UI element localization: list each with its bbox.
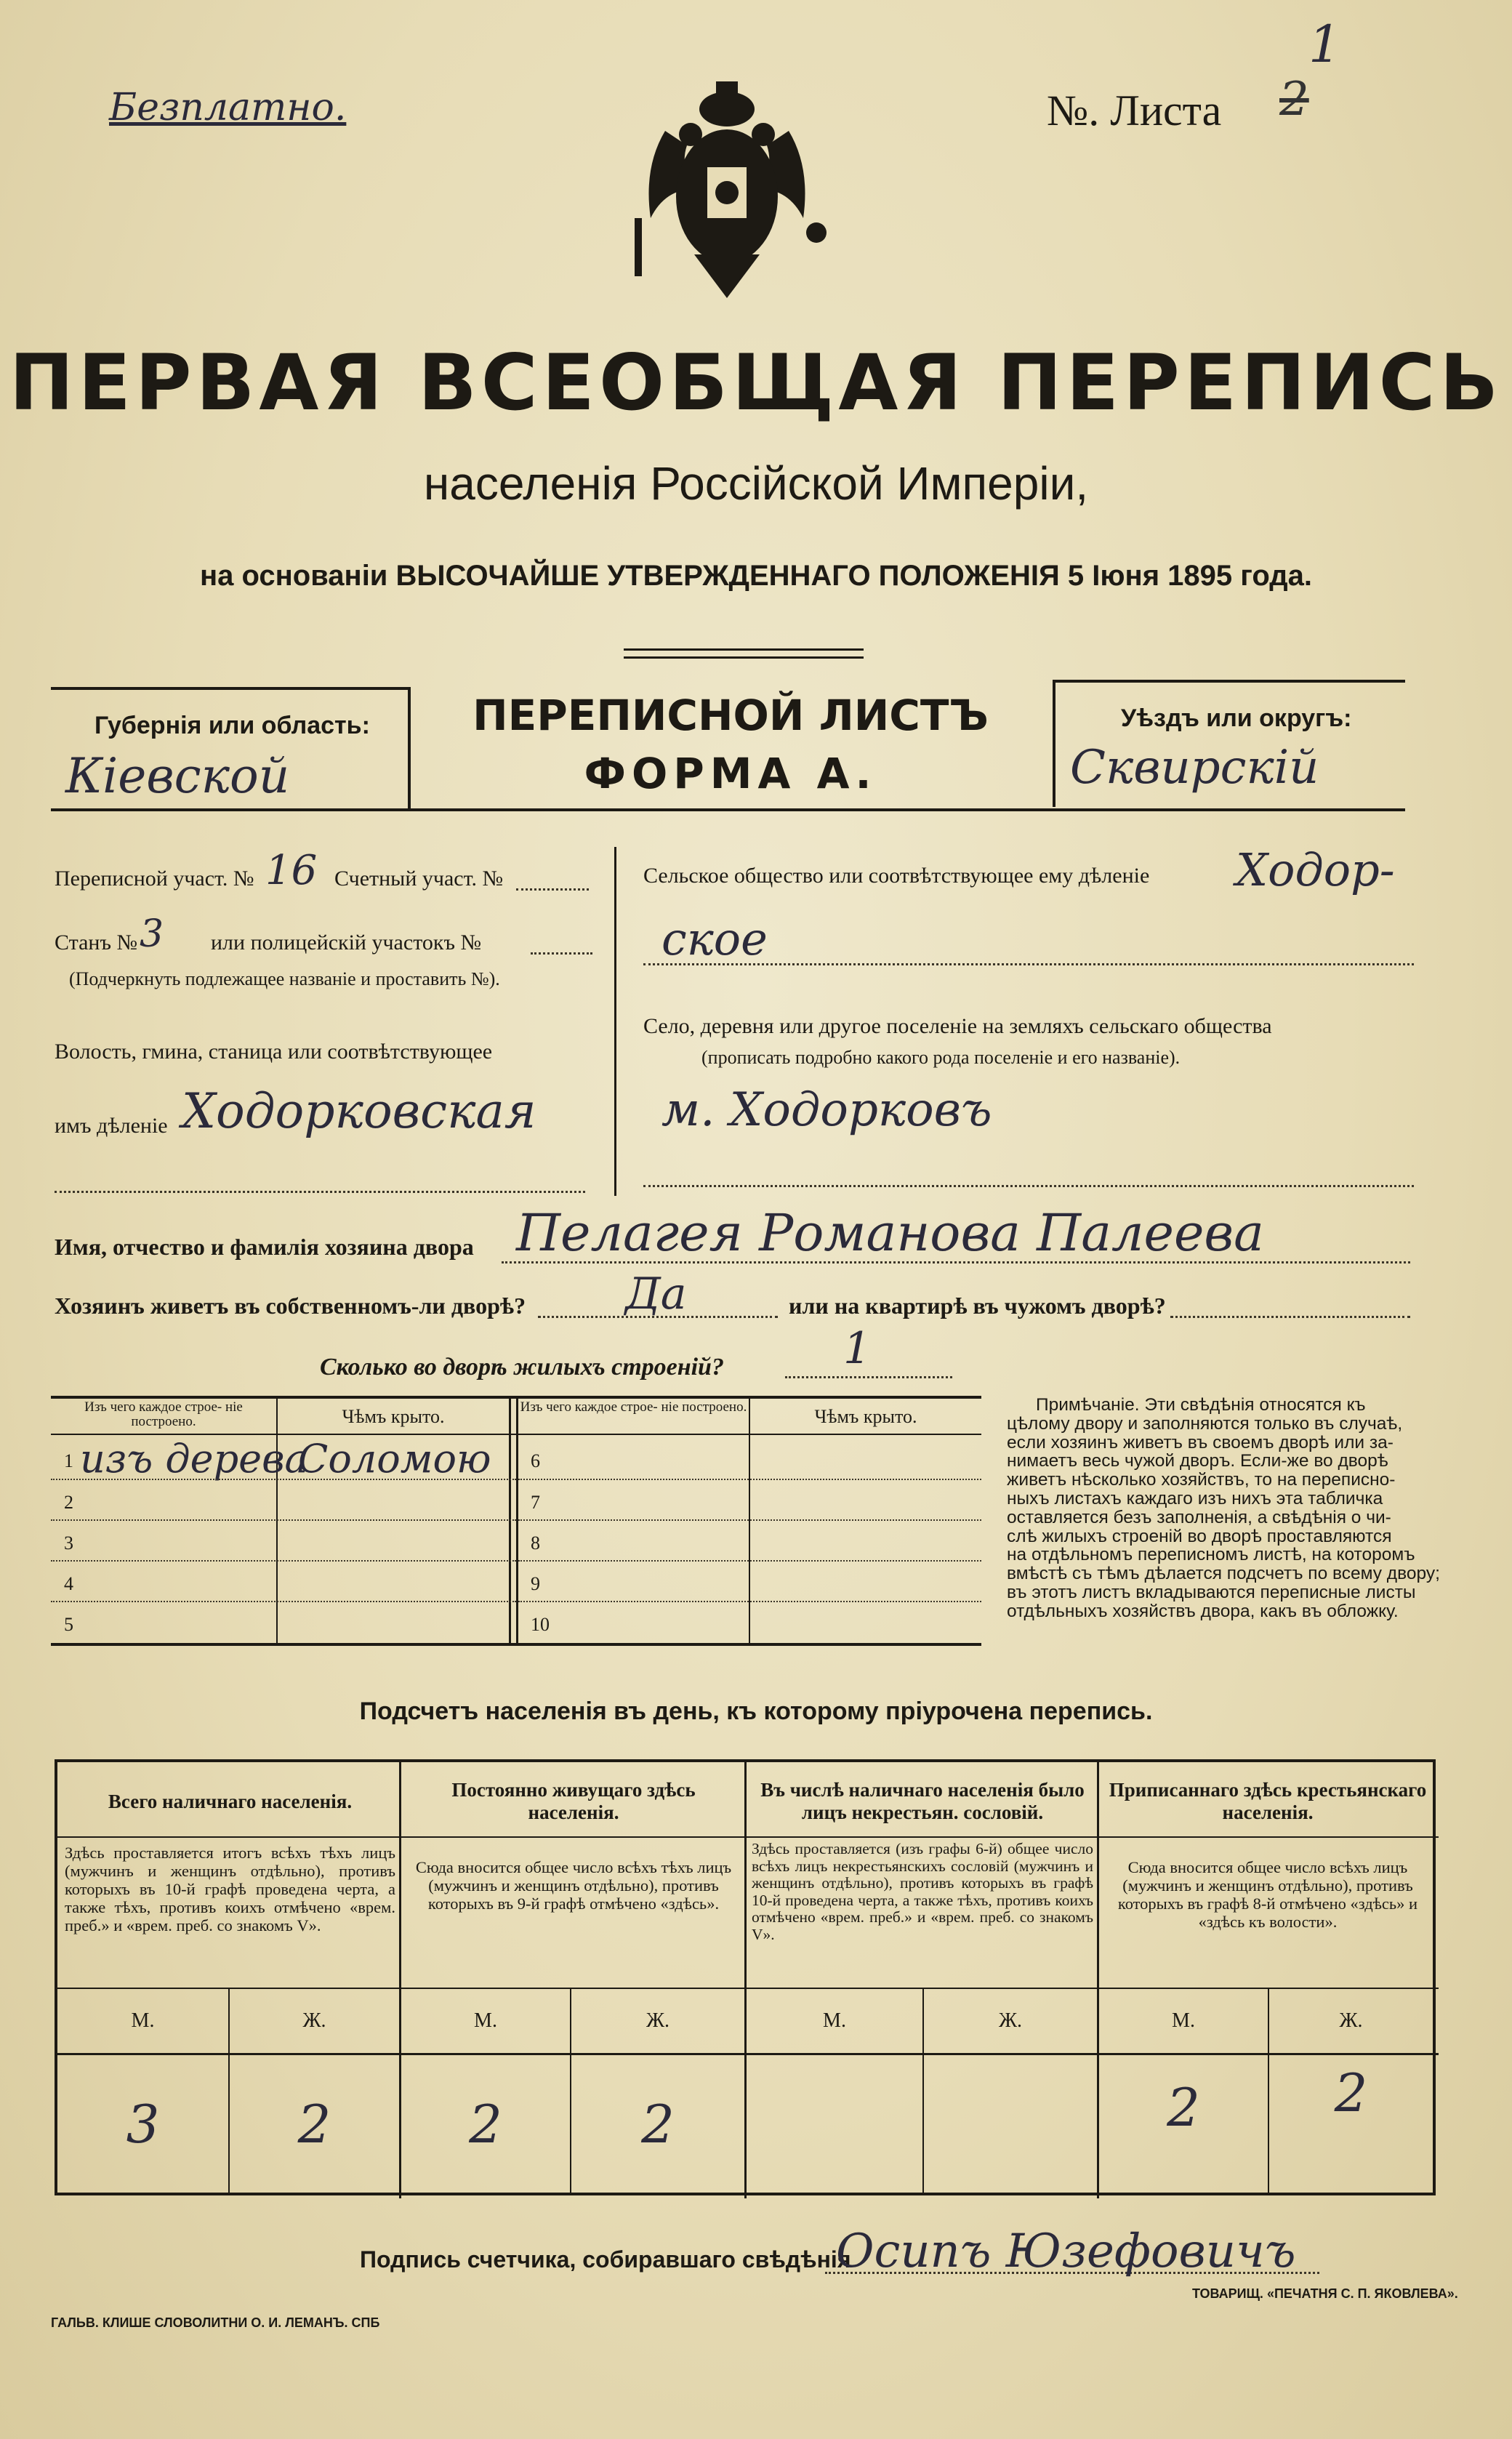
buildings-count-label: Сколько во дворѣ жилыхъ строеній? (320, 1354, 724, 1381)
buildings-count-line (785, 1376, 952, 1378)
volost-line (55, 1191, 585, 1193)
signature-label: Подпись счетчика, собиравшаго свѣдѣнія (360, 2246, 851, 2273)
pop-col-desc: Сюда вносится общее число всѣхъ лицъ (мужчинъ и женщинъ отдѣльно), противъ которыхъ въ графѣ 8-й отмѣчено «здѣсь» и «здѣсь къ волости». (1117, 1858, 1418, 1931)
owner-name-label: Имя, отчество и фамилія хозяина двора (55, 1234, 474, 1260)
building-row-num: 10 (531, 1614, 550, 1635)
stan-value: 3 (140, 912, 164, 956)
rent-line (1170, 1316, 1410, 1318)
male-header: М. (131, 2009, 155, 2032)
province-value: Кіевской (65, 748, 290, 804)
village-label: Село, деревня или другое поселеніе на земляхъ сельскаго общества (643, 1014, 1272, 1038)
society-value: Ходор- (1236, 843, 1395, 896)
legal-basis: на основаніи ВЫСОЧАЙШЕ УТВЕРЖДЕННАГО ПОЛОЖЕНІЯ 5 Іюня 1895 года. (199, 560, 1313, 592)
building-row-num: 3 (64, 1532, 73, 1554)
enumerator-signature: Осипъ Юзефовичъ (836, 2225, 1296, 2278)
pop-col-title: Постоянно живущаго здѣсь населенія. (451, 1779, 696, 1823)
count-district-line (516, 888, 589, 891)
col-material-header: Изъ чего каждое строе- ніе построено. (84, 1399, 243, 1429)
building-row-num: 6 (531, 1450, 540, 1471)
building-row-num: 2 (64, 1492, 73, 1513)
buildings-count-value: 1 (843, 1323, 872, 1374)
female-header: Ж. (1339, 2009, 1363, 2032)
pop-col-title: Приписаннаго здѣсь крестьянскаго населенія. (1109, 1779, 1427, 1823)
sheet-number-struck: 2 (1279, 73, 1309, 126)
rent-label: или на квартирѣ въ чужомъ дворѣ? (789, 1293, 1166, 1319)
note-line: если хозяинъ живетъ въ своемъ дворѣ или за- (1007, 1432, 1394, 1452)
volost-label-cont: имъ дѣленіе (55, 1114, 168, 1138)
footer-imprint-right: ТОВАРИЩ. «ПЕЧАТНЯ С. П. ЯКОВЛЕВА». (1192, 2286, 1458, 2301)
note-line: на отдѣльномъ переписномъ листѣ, на которомъ (1007, 1545, 1415, 1565)
buildings-table: Изъ чего каждое строе- ніе построено. Чѣмъ крыто. Изъ чего каждое строе- ніе построено. Чѣмъ крыто. 1 изъ дерева Соломою 2 3 4 5 6 7 8 9 10 (51, 1396, 981, 1647)
pop-value-female: 2 (641, 2094, 675, 2155)
volost-value: Ходорковская (182, 1083, 536, 1139)
count-district-label: Счетный участ. № (334, 867, 504, 891)
form-name: ФОРМА А. (584, 749, 877, 798)
col-roof-header: Чѣмъ крыто. (342, 1406, 445, 1427)
pop-col-title: Въ числѣ наличнаго населенія было лицъ некрестьян. сословій. (760, 1779, 1085, 1823)
building-row-num: 8 (531, 1532, 540, 1554)
district-box (1053, 680, 1405, 807)
pop-col-title: Всего наличнаго населенія. (108, 1790, 353, 1812)
ornament-divider (624, 648, 864, 659)
note-line: въ этотъ листъ вкладываются переписные листы (1007, 1582, 1416, 1602)
male-header: М. (474, 2009, 497, 2032)
coat-of-arms-emblem (622, 80, 832, 305)
male-header: М. (1172, 2009, 1195, 2032)
village-note: (прописать подробно какого рода поселеніе и его названіе). (701, 1047, 1181, 1068)
female-header: Ж. (998, 2009, 1023, 2032)
building-row-num: 9 (531, 1573, 540, 1594)
own-yard-line (538, 1316, 778, 1318)
pop-value-female: 2 (1334, 2062, 1368, 2123)
pop-col-desc: Здѣсь проставляется итогъ всѣхъ тѣхъ лицъ (мужчинъ и женщинъ отдѣльно), противъ которыхъ въ 10-й графѣ проведена черта, а также тѣхъ, противъ коихъ отмѣчено «врем. преб.» и «врем. преб. со знакомъ V». (65, 1844, 395, 1934)
note-line: ныхъ листахъ каждаго изъ нихъ эта табличка (1007, 1488, 1383, 1508)
owner-name-value: Пелагея Романова Палеева (516, 1203, 1264, 1263)
police-district-line (531, 952, 592, 955)
population-heading: Подсчетъ населенія въ день, къ которому пріурочена перепись. (359, 1697, 1153, 1725)
pop-col-desc: Здѣсь проставляется (изъ графы 6-й) общее число всѣхъ лицъ некрестьянскихъ сословій (мужчинъ и женщинъ отдѣльно), противъ которыхъ въ графѣ 10-й проведена черта, а также тѣхъ, противъ коихъ отмѣчено «врем. преб.» и «врем. преб. со знакомъ V». (752, 1840, 1093, 1943)
sheet-number-value: 1 (1308, 15, 1341, 74)
stan-note: (Подчеркнуть подлежащее названіе и проставить №). (69, 968, 500, 989)
police-district-label: или полицейскій участокъ № (211, 931, 482, 955)
note-line: нимаетъ весь чужой дворъ. Если-же во дворѣ (1007, 1451, 1388, 1471)
female-header: Ж. (302, 2009, 326, 2032)
note-line: слѣ жилыхъ строеній во дворѣ проставляются (1007, 1526, 1392, 1546)
own-yard-value: Да (625, 1269, 687, 1319)
census-district-value: 16 (265, 847, 318, 894)
note-line: отдѣльныхъ хозяйствъ двора, какъ въ обложку. (1007, 1601, 1399, 1621)
form-box-bottom-rule (51, 808, 1405, 811)
pop-value-male (747, 2055, 922, 2193)
society-label: Сельское общество или соотвѣтствующее ему дѣленіе (643, 864, 1150, 888)
building-row-num: 7 (531, 1492, 540, 1513)
pop-col-desc: Сюда вносится общее число всѣхъ тѣхъ лицъ (мужчинъ и женщинъ отдѣльно), противъ которыхъ въ 9-й графѣ отмѣчено «здѣсь». (415, 1858, 732, 1913)
page-subtitle: населенія Россійской Имперіи, (423, 457, 1089, 510)
census-district-label: Переписной участ. № (55, 867, 254, 891)
pop-value-female (924, 2055, 1097, 2193)
village-line (643, 1185, 1414, 1187)
field-column-divider (614, 847, 616, 1196)
society-line (643, 963, 1414, 965)
province-box (51, 687, 411, 811)
pop-value-female: 2 (297, 2094, 331, 2155)
page-title: ПЕРВАЯ ВСЕОБЩАЯ ПЕРЕПИСЬ (9, 338, 1503, 427)
female-header: Ж. (646, 2009, 670, 2032)
male-header: М. (823, 2009, 846, 2032)
own-yard-label: Хозяинъ живетъ въ собственномъ-ли дворѣ? (55, 1293, 526, 1319)
district-label: Уѣздъ или округъ: (1121, 704, 1352, 732)
building-row-num: 4 (64, 1573, 73, 1594)
owner-name-line (502, 1261, 1410, 1263)
note-line: живетъ нѣсколько хозяйствъ, то на переписно- (1007, 1470, 1396, 1490)
pop-value-male: 2 (1167, 2077, 1200, 2138)
note-line: Примѣчаніе. Эти свѣдѣнія относятся къ (1036, 1395, 1366, 1415)
form-title: ПЕРЕПИСНОЙ ЛИСТЪ (472, 691, 989, 740)
population-table (55, 1759, 1436, 2195)
village-value: м. Ходорковъ (662, 1083, 992, 1137)
society-value-cont: ское (662, 912, 768, 965)
stan-label: Станъ № (55, 931, 138, 955)
pop-value-male: 2 (469, 2094, 502, 2155)
note-line: оставляется безъ заполненія, а свѣдѣнія о чи- (1007, 1507, 1391, 1527)
sheet-number-label: №. Листа (1047, 87, 1222, 134)
free-label: Безплатно. (109, 86, 347, 129)
district-value: Сквирскій (1070, 741, 1319, 795)
pop-value-male: 3 (126, 2094, 160, 2155)
note-line: цѣлому двору и заполняются только въ случаѣ, (1007, 1413, 1403, 1434)
province-label: Губернія или область: (94, 712, 370, 739)
footer-imprint-left: ГАЛЬВ. КЛИШЕ СЛОВОЛИТНИ О. И. ЛЕМАНЪ. СПБ (51, 2315, 380, 2330)
col-roof-header-right: Чѣмъ крыто. (814, 1406, 917, 1427)
building-row-num: 5 (64, 1614, 73, 1635)
note-line: вмѣстѣ съ тѣмъ дѣлается подсчетъ по всему двору; (1007, 1564, 1440, 1584)
col-material-header-right: Изъ чего каждое строе- ніе построено. (520, 1399, 747, 1415)
note-block (1007, 1396, 1443, 1621)
volost-label: Волость, гмина, станица или соотвѣтствующее (55, 1040, 493, 1064)
